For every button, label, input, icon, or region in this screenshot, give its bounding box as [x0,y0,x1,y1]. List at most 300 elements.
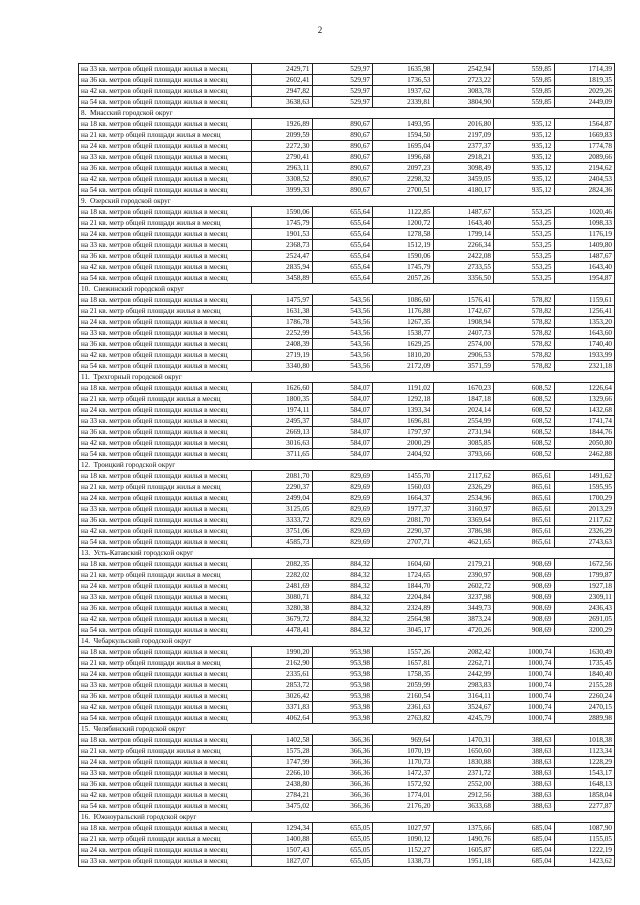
table-row [79,361,615,372]
section-header-row [79,460,615,471]
value-cell: 1122,85 [373,207,434,218]
value-cell: 1927,18 [554,581,615,592]
row-label: на 36 кв. метров общей площади жилья в месяц [79,75,252,86]
value-cell: 1626,60 [252,383,313,394]
table-row [79,394,615,405]
value-cell: 608,52 [494,449,555,460]
value-cell: 865,61 [494,537,555,548]
value-cell: 2057,26 [373,273,434,284]
row-label: на 54 кв. метров общей площади жилья в месяц [79,801,252,812]
table-row [79,207,615,218]
value-cell: 1740,40 [554,339,615,350]
value-cell: 553,25 [494,262,555,273]
row-label: на 33 кв. метров общей площади жилья в месяц [79,592,252,603]
value-cell: 2534,96 [433,493,494,504]
section-header-cell [79,812,615,823]
value-cell: 2442,99 [433,669,494,680]
row-label: на 54 кв. метров общей площади жилья в месяц [79,449,252,460]
value-cell: 655,64 [312,273,373,284]
value-cell: 655,64 [312,262,373,273]
row-label: на 18 кв. метров общей площади жилья в месяц [79,295,252,306]
row-label: на 24 кв. метров общей площади жилья в месяц [79,581,252,592]
value-cell: 578,82 [494,295,555,306]
value-cell: 2542,94 [433,64,494,75]
value-cell: 4478,41 [252,625,313,636]
value-cell: 890,67 [312,163,373,174]
value-cell: 953,98 [312,691,373,702]
value-cell: 865,61 [494,471,555,482]
value-cell: 3449,73 [433,603,494,614]
value-cell: 4245,79 [433,713,494,724]
value-cell: 1557,26 [373,647,434,658]
row-label: на 21 кв. метр общей площади жилья в месяц [79,746,252,757]
value-cell: 543,56 [312,339,373,350]
value-cell: 1590,06 [252,207,313,218]
value-cell: 2326,29 [554,526,615,537]
value-cell: 2368,73 [252,240,313,251]
value-cell: 3356,50 [433,273,494,284]
value-cell: 2000,29 [373,438,434,449]
table-row [79,449,615,460]
value-cell: 1543,17 [554,768,615,779]
row-label: на 21 кв. метр общей площади жилья в месяц [79,834,252,845]
value-cell: 1745,79 [373,262,434,273]
row-label: на 21 кв. метр общей площади жилья в месяц [79,130,252,141]
value-cell: 559,85 [494,64,555,75]
value-cell: 1487,67 [433,207,494,218]
value-cell: 3711,65 [252,449,313,460]
value-cell: 953,98 [312,658,373,669]
value-cell: 4720,26 [433,625,494,636]
table-row [79,823,615,834]
value-cell: 1735,45 [554,658,615,669]
value-cell: 1643,60 [554,328,615,339]
value-cell: 2277,87 [554,801,615,812]
value-cell: 2889,98 [554,713,615,724]
table-row [79,240,615,251]
section-index: 12. [81,461,90,469]
value-cell: 1564,87 [554,119,615,130]
value-cell: 655,64 [312,207,373,218]
table-row [79,515,615,526]
value-cell: 655,05 [312,845,373,856]
housing-cost-table [78,63,615,867]
section-index: 8. [81,109,87,117]
value-cell: 908,69 [494,625,555,636]
table-row [79,768,615,779]
value-cell: 2172,09 [373,361,434,372]
value-cell: 655,05 [312,823,373,834]
value-cell: 2082,42 [433,647,494,658]
value-cell: 584,07 [312,438,373,449]
table-row [79,64,615,75]
value-cell: 1000,74 [494,713,555,724]
value-cell: 1000,74 [494,702,555,713]
value-cell: 953,98 [312,702,373,713]
value-cell: 884,32 [312,614,373,625]
value-cell: 608,52 [494,394,555,405]
value-cell: 2824,36 [554,185,615,196]
table-row [79,427,615,438]
value-cell: 1292,18 [373,394,434,405]
table-row [79,163,615,174]
row-label: на 18 кв. метров общей площади жилья в месяц [79,119,252,130]
value-cell: 3340,80 [252,361,313,372]
value-cell: 578,82 [494,306,555,317]
value-cell: 2262,71 [433,658,494,669]
value-cell: 1267,35 [373,317,434,328]
value-cell: 388,63 [494,790,555,801]
value-cell: 2081,70 [373,515,434,526]
table-row [79,251,615,262]
value-cell: 3793,66 [433,449,494,460]
value-cell: 3371,83 [252,702,313,713]
table-row [79,405,615,416]
value-cell: 1827,07 [252,856,313,867]
row-label: на 54 кв. метров общей площади жилья в месяц [79,713,252,724]
value-cell: 1491,62 [554,471,615,482]
row-label: на 42 кв. метров общей площади жилья в месяц [79,174,252,185]
value-cell: 865,61 [494,526,555,537]
value-cell: 584,07 [312,449,373,460]
value-cell: 2743,63 [554,537,615,548]
value-cell: 1170,73 [373,757,434,768]
value-cell: 543,56 [312,306,373,317]
value-cell: 2499,04 [252,493,313,504]
value-cell: 1576,41 [433,295,494,306]
row-label: на 24 кв. метров общей площади жилья в месяц [79,845,252,856]
value-cell: 1695,04 [373,141,434,152]
table-row [79,383,615,394]
value-cell: 2117,62 [433,471,494,482]
value-cell: 1375,66 [433,823,494,834]
value-cell: 3080,71 [252,592,313,603]
value-cell: 953,98 [312,669,373,680]
value-cell: 1650,60 [433,746,494,757]
value-cell: 1724,65 [373,570,434,581]
value-cell: 655,64 [312,251,373,262]
value-cell: 829,69 [312,537,373,548]
value-cell: 3085,85 [433,438,494,449]
value-cell: 553,25 [494,229,555,240]
section-index: 15. [81,725,90,733]
table-row [79,614,615,625]
value-cell: 935,12 [494,130,555,141]
value-cell: 908,69 [494,603,555,614]
value-cell: 1657,81 [373,658,434,669]
table-row [79,218,615,229]
value-cell: 608,52 [494,383,555,394]
value-cell: 1590,06 [373,251,434,262]
value-cell: 2790,41 [252,152,313,163]
row-label: на 33 кв. метров общей площади жилья в месяц [79,768,252,779]
value-cell: 2669,13 [252,427,313,438]
value-cell: 935,12 [494,141,555,152]
table-row [79,570,615,581]
value-cell: 543,56 [312,295,373,306]
value-cell: 366,36 [312,779,373,790]
value-cell: 1996,68 [373,152,434,163]
value-cell: 685,04 [494,823,555,834]
row-label: на 54 кв. метров общей площади жилья в месяц [79,273,252,284]
value-cell: 2097,23 [373,163,434,174]
table-row [79,350,615,361]
value-cell: 1575,28 [252,746,313,757]
value-cell: 1226,64 [554,383,615,394]
row-label: на 18 кв. метров общей площади жилья в месяц [79,207,252,218]
value-cell: 2552,00 [433,779,494,790]
value-cell: 953,98 [312,713,373,724]
row-label: на 36 кв. метров общей площади жилья в месяц [79,691,252,702]
row-label: на 33 кв. метров общей площади жилья в месяц [79,856,252,867]
table-row [79,559,615,570]
value-cell: 578,82 [494,328,555,339]
value-cell: 1176,88 [373,306,434,317]
value-cell: 655,05 [312,856,373,867]
row-label: на 42 кв. метров общей площади жилья в месяц [79,790,252,801]
value-cell: 2733,55 [433,262,494,273]
value-cell: 366,36 [312,768,373,779]
value-cell: 685,04 [494,856,555,867]
value-cell: 2784,21 [252,790,313,801]
value-cell: 2371,72 [433,768,494,779]
value-cell: 3280,38 [252,603,313,614]
value-cell: 2155,28 [554,680,615,691]
table-row [79,504,615,515]
value-cell: 1070,19 [373,746,434,757]
row-label: на 21 кв. метр общей площади жилья в месяц [79,658,252,669]
value-cell: 1176,19 [554,229,615,240]
row-label: на 18 кв. метров общей площади жилья в месяц [79,823,252,834]
value-cell: 1847,18 [433,394,494,405]
value-cell: 2290,37 [373,526,434,537]
section-header-row [79,196,615,207]
value-cell: 553,25 [494,218,555,229]
table-row [79,416,615,427]
value-cell: 578,82 [494,361,555,372]
value-cell: 865,61 [494,493,555,504]
value-cell: 1159,61 [554,295,615,306]
section-header-row [79,372,615,383]
value-cell: 1670,23 [433,383,494,394]
value-cell: 2081,70 [252,471,313,482]
table-row [79,790,615,801]
value-cell: 2013,29 [554,504,615,515]
value-cell: 865,61 [494,482,555,493]
value-cell: 1191,02 [373,383,434,394]
value-cell: 908,69 [494,570,555,581]
value-cell: 2179,21 [433,559,494,570]
value-cell: 553,25 [494,207,555,218]
value-cell: 1844,76 [554,427,615,438]
table-row [79,174,615,185]
value-cell: 2835,94 [252,262,313,273]
section-header-cell [79,372,615,383]
value-cell: 2495,37 [252,416,313,427]
value-cell: 2339,81 [373,97,434,108]
value-cell: 3369,64 [433,515,494,526]
value-cell: 884,32 [312,570,373,581]
table-row [79,229,615,240]
value-cell: 655,64 [312,218,373,229]
value-cell: 1475,97 [252,295,313,306]
table-row [79,625,615,636]
value-cell: 4180,17 [433,185,494,196]
row-label: на 42 кв. метров общей площади жилья в месяц [79,86,252,97]
value-cell: 1123,34 [554,746,615,757]
row-label: на 42 кв. метров общей площади жилья в месяц [79,526,252,537]
value-cell: 1799,14 [433,229,494,240]
value-cell: 2947,82 [252,86,313,97]
value-cell: 3200,29 [554,625,615,636]
value-cell: 2335,61 [252,669,313,680]
value-cell: 655,64 [312,229,373,240]
value-cell: 1353,20 [554,317,615,328]
value-cell: 2029,26 [554,86,615,97]
value-cell: 908,69 [494,559,555,570]
value-cell: 3786,98 [433,526,494,537]
row-label: на 36 кв. метров общей площади жилья в месяц [79,339,252,350]
value-cell: 529,97 [312,97,373,108]
value-cell: 884,32 [312,603,373,614]
value-cell: 1455,70 [373,471,434,482]
value-cell: 1700,29 [554,493,615,504]
value-cell: 865,61 [494,504,555,515]
value-cell: 3308,52 [252,174,313,185]
value-cell: 884,32 [312,592,373,603]
table-row [79,680,615,691]
value-cell: 2377,37 [433,141,494,152]
value-cell: 2602,41 [252,75,313,86]
value-cell: 578,82 [494,350,555,361]
table-row [79,306,615,317]
row-label: на 36 кв. метров общей площади жилья в месяц [79,603,252,614]
value-cell: 1086,60 [373,295,434,306]
value-cell: 2524,47 [252,251,313,262]
value-cell: 2016,80 [433,119,494,130]
value-cell: 1507,43 [252,845,313,856]
value-cell: 3873,24 [433,614,494,625]
value-cell: 1643,40 [554,262,615,273]
value-cell: 2197,09 [433,130,494,141]
value-cell: 2462,88 [554,449,615,460]
value-cell: 1830,88 [433,757,494,768]
value-cell: 1338,73 [373,856,434,867]
value-cell: 935,12 [494,152,555,163]
row-label: на 36 кв. метров общей площади жилья в месяц [79,515,252,526]
value-cell: 388,63 [494,735,555,746]
value-cell: 3999,33 [252,185,313,196]
value-cell: 890,67 [312,152,373,163]
value-cell: 953,98 [312,680,373,691]
section-title: Озерский городской округ [89,197,171,205]
row-label: на 33 кв. метров общей площади жилья в месяц [79,504,252,515]
value-cell: 685,04 [494,845,555,856]
row-label: на 33 кв. метров общей площади жилья в месяц [79,416,252,427]
value-cell: 3458,89 [252,273,313,284]
value-cell: 1000,74 [494,680,555,691]
section-header-cell [79,460,615,471]
value-cell: 2266,10 [252,768,313,779]
section-title: Снежинский городской округ [93,285,184,293]
section-title: Троицкий городской округ [93,461,176,469]
section-title: Миасский городской округ [89,109,173,117]
value-cell: 1648,13 [554,779,615,790]
section-header-row [79,636,615,647]
value-cell: 2707,71 [373,537,434,548]
value-cell: 1329,66 [554,394,615,405]
row-label: на 18 кв. метров общей площади жилья в месяц [79,471,252,482]
value-cell: 1200,72 [373,218,434,229]
value-cell: 1786,78 [252,317,313,328]
value-cell: 935,12 [494,174,555,185]
value-cell: 529,97 [312,86,373,97]
value-cell: 543,56 [312,361,373,372]
value-cell: 2024,14 [433,405,494,416]
value-cell: 366,36 [312,790,373,801]
value-cell: 1954,87 [554,273,615,284]
value-cell: 884,32 [312,625,373,636]
value-cell: 655,64 [312,240,373,251]
value-cell: 2252,99 [252,328,313,339]
value-cell: 1228,29 [554,757,615,768]
value-cell: 884,32 [312,559,373,570]
value-cell: 890,67 [312,185,373,196]
value-cell: 2554,99 [433,416,494,427]
value-cell: 1560,03 [373,482,434,493]
section-title: Усть-Катавский городской округ [93,549,194,557]
value-cell: 388,63 [494,779,555,790]
value-cell: 829,69 [312,504,373,515]
value-cell: 865,61 [494,515,555,526]
value-cell: 366,36 [312,801,373,812]
table-row [79,647,615,658]
value-cell: 829,69 [312,471,373,482]
value-cell: 2404,53 [554,174,615,185]
value-cell: 1937,62 [373,86,434,97]
value-cell: 1908,94 [433,317,494,328]
row-label: на 36 кв. метров общей площади жилья в месяц [79,251,252,262]
value-cell: 1604,60 [373,559,434,570]
value-cell: 2082,35 [252,559,313,570]
value-cell: 1810,20 [373,350,434,361]
value-cell: 1745,79 [252,218,313,229]
value-cell: 2422,08 [433,251,494,262]
value-cell: 1572,92 [373,779,434,790]
table-row [79,713,615,724]
row-label: на 21 кв. метр общей площади жилья в месяц [79,482,252,493]
value-cell: 1800,35 [252,394,313,405]
row-label: на 36 кв. метров общей площади жилья в месяц [79,163,252,174]
value-cell: 3026,42 [252,691,313,702]
value-cell: 1799,87 [554,570,615,581]
value-cell: 3098,49 [433,163,494,174]
value-cell: 1278,58 [373,229,434,240]
value-cell: 1594,50 [373,130,434,141]
value-cell: 2309,11 [554,592,615,603]
value-cell: 908,69 [494,592,555,603]
value-cell: 1774,78 [554,141,615,152]
value-cell: 1747,99 [252,757,313,768]
value-cell: 1858,04 [554,790,615,801]
value-cell: 584,07 [312,405,373,416]
value-cell: 1493,95 [373,119,434,130]
value-cell: 608,52 [494,438,555,449]
value-cell: 2260,24 [554,691,615,702]
value-cell: 3160,97 [433,504,494,515]
value-cell: 2700,51 [373,185,434,196]
row-label: на 33 кв. метров общей площади жилья в месяц [79,680,252,691]
